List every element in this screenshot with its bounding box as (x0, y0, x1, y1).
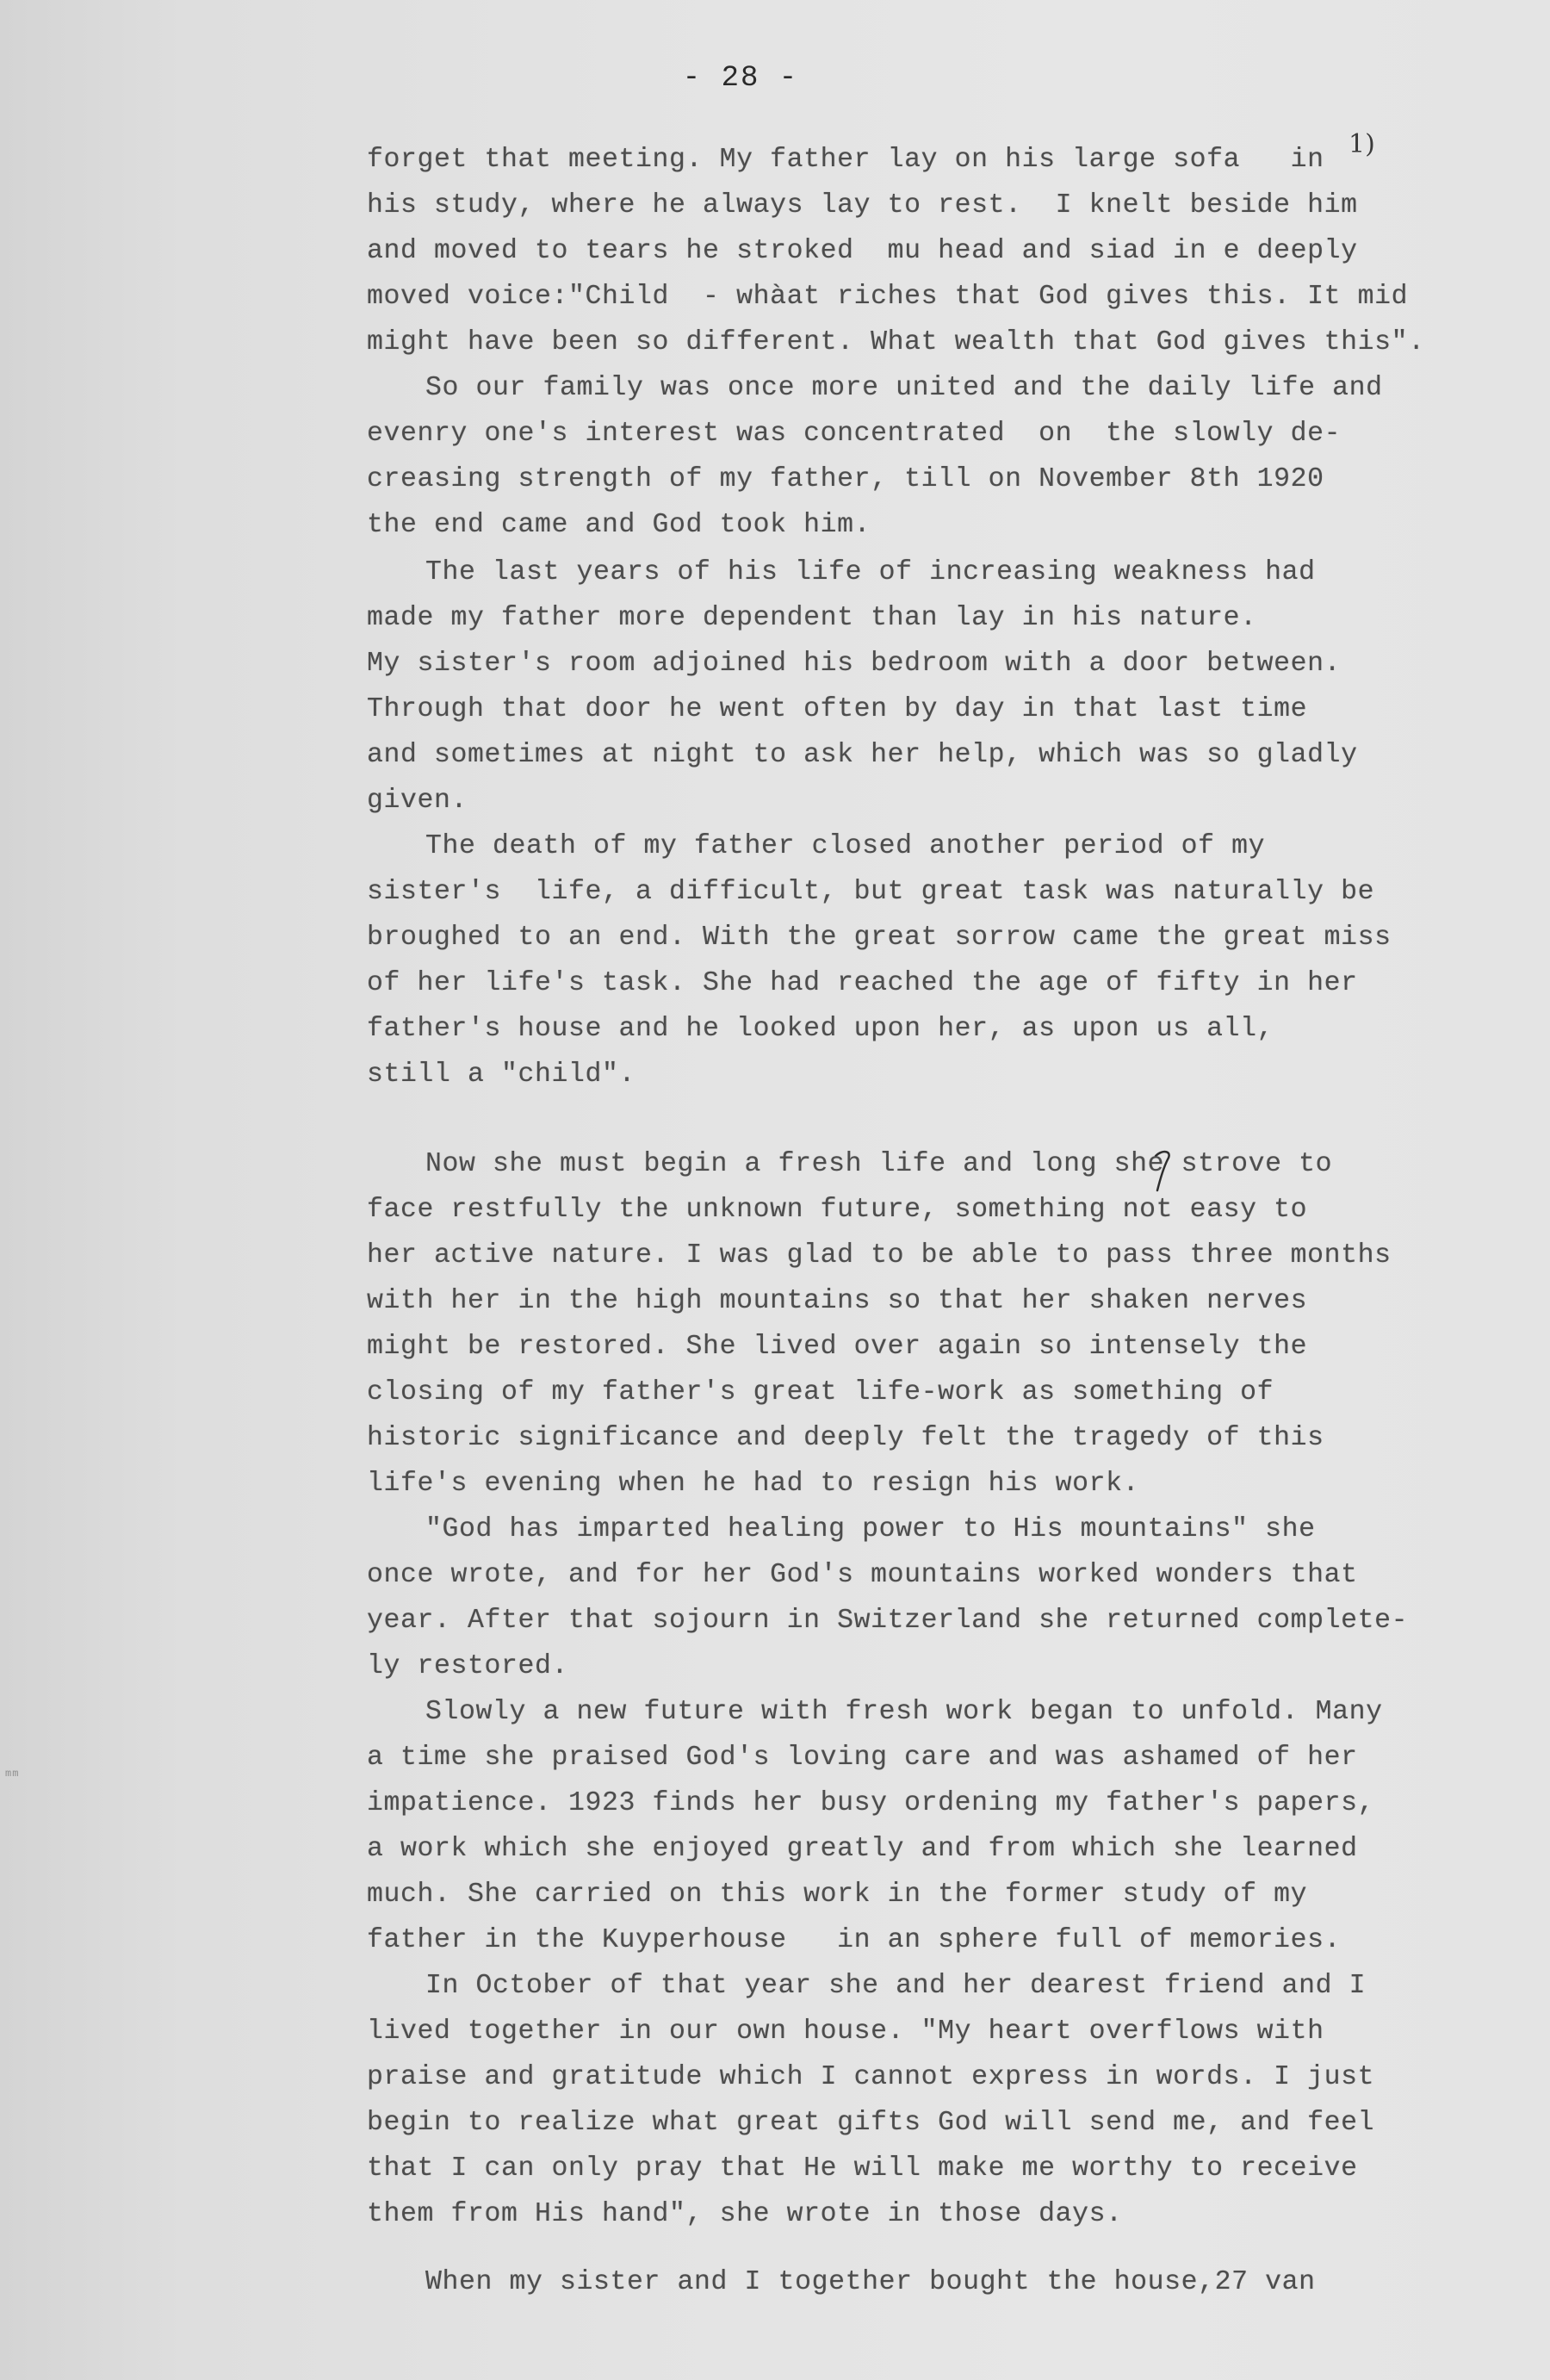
text-line: My sister's room adjoined his bedroom with a door between. (367, 649, 1342, 679)
text-line: Now she must begin a fresh life and long she strove to (425, 1149, 1333, 1179)
text-line: and moved to tears he stroked mu head and siad in e deeply (367, 236, 1358, 266)
text-line: So our family was once more united and the daily life and (425, 373, 1383, 403)
text-line: life's evening when he had to resign his work. (367, 1469, 1140, 1499)
text-line: The last years of his life of increasing weakness had (425, 557, 1316, 587)
text-line: father's house and he looked upon her, as upon us all, (367, 1014, 1274, 1044)
text-line: them from His hand", she wrote in those days. (367, 2199, 1123, 2229)
text-line: The death of my father closed another period of my (425, 831, 1266, 861)
text-line: Through that door he went often by day in that last time (367, 694, 1308, 724)
text-line: evenry one's interest was concentrated on the slowly de- (367, 419, 1342, 449)
text-line: year. After that sojourn in Switzerland she returned complete- (367, 1606, 1409, 1636)
page-number: - 28 - (682, 62, 799, 95)
text-line: ly restored. (367, 1651, 569, 1681)
text-line: given. (367, 786, 468, 816)
text-line: the end came and God took him. (367, 510, 871, 540)
text-line: In October of that year she and her dearest friend and I (425, 1971, 1367, 2001)
text-line: creasing strength of my father, till on November 8th 1920 (367, 464, 1324, 494)
text-line: once wrote, and for her God's mountains worked wonders that (367, 1560, 1358, 1590)
text-line: might be restored. She lived over again so intensely the (367, 1332, 1308, 1362)
text-line: with her in the high mountains so that her shaken nerves (367, 1286, 1308, 1316)
text-line: that I can only pray that He will make me worthy to receive (367, 2153, 1358, 2184)
text-line: lived together in our own house. "My heart overflows with (367, 2016, 1324, 2047)
text-line: face restfully the unknown future, something not easy to (367, 1195, 1308, 1225)
text-line: moved voice:"Child - whàat riches that God gives this. It mid (367, 282, 1409, 312)
text-line: Slowly a new future with fresh work began to unfold. Many (425, 1697, 1383, 1727)
text-line: of her life's task. She had reached the age of fifty in her (367, 968, 1358, 998)
text-line: closing of my father's great life-work as something of (367, 1377, 1274, 1407)
text-line: sister's life, a difficult, but great task was naturally be (367, 877, 1375, 907)
text-line: still a "child". (367, 1060, 636, 1090)
text-line: father in the Kuyperhouse in an sphere full of memories. (367, 1925, 1342, 1955)
text-line: When my sister and I together bought the house,27 van (425, 2267, 1316, 2297)
text-line: a work which she enjoyed greatly and from which she learned (367, 1834, 1358, 1864)
margin-mark: mm (5, 1768, 20, 1780)
text-line: historic significance and deeply felt the tragedy of this (367, 1423, 1324, 1453)
text-line: and sometimes at night to ask her help, which was so gladly (367, 740, 1358, 770)
footnote-marker: 1) (1348, 129, 1375, 159)
text-line: a time she praised God's loving care and was ashamed of her (367, 1743, 1358, 1773)
text-line: praise and gratitude which I cannot express in words. I just (367, 2062, 1375, 2092)
text-line: forget that meeting. My father lay on his large sofa in (367, 145, 1324, 175)
text-line: impatience. 1923 finds her busy ordening my father's papers, (367, 1788, 1375, 1818)
text-line: made my father more dependent than lay in his nature. (367, 603, 1257, 633)
text-line: begin to realize what great gifts God will send me, and feel (367, 2108, 1375, 2138)
text-line: her active nature. I was glad to be able to pass three months (367, 1240, 1392, 1271)
text-line: "God has imparted healing power to His mountains" she (425, 1514, 1316, 1544)
text-line: much. She carried on this work in the former study of my (367, 1880, 1308, 1910)
text-line: broughed to an end. With the great sorrow came the great miss (367, 923, 1392, 953)
text-line: his study, where he always lay to rest. I knelt beside him (367, 190, 1358, 221)
text-line: might have been so different. What wealth that God gives this". (367, 327, 1425, 357)
